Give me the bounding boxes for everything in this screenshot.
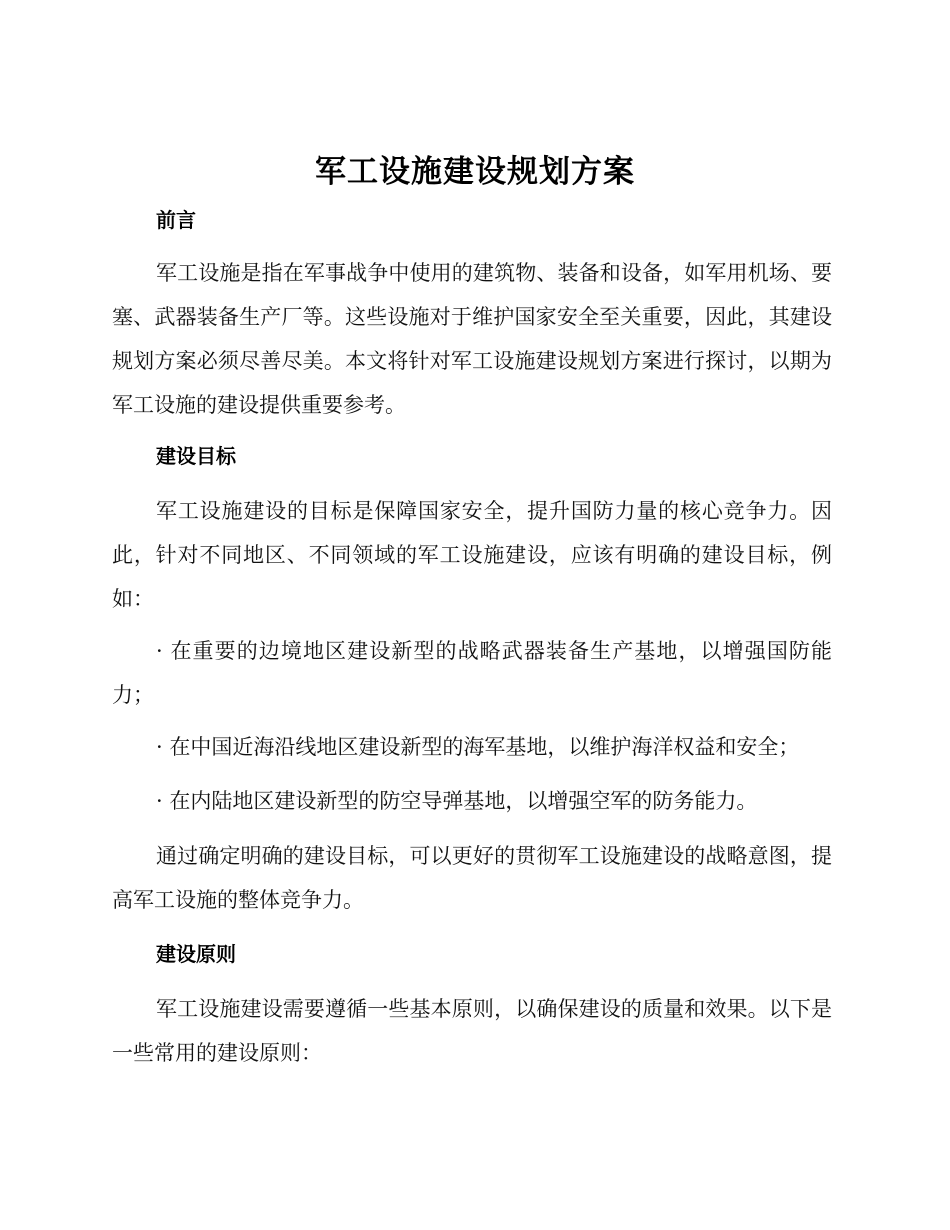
section-heading-goals: 建设目标 xyxy=(156,444,236,468)
paragraph-goals-summary: 通过确定明确的建设目标，可以更好的贯彻军工设施建设的战略意图，提高军工设施的整体竞争力。 xyxy=(112,844,832,912)
paragraph-principles-intro: 军工设施建设需要遵循一些基本原则，以确保建设的质量和效果。以下是一些常用的建设原则： xyxy=(112,997,832,1065)
paragraph-preface: 军工设施是指在军事战争中使用的建筑物、装备和设备，如军用机场、要塞、武器装备生产厂等。这些设施对于维护国家安全至关重要，因此，其建设规划方案必须尽善尽美。本文将针对军工设施建设规划方案进行探讨，以期为军工设施的建设提供重要参考。 xyxy=(112,261,832,417)
paragraph-goals-intro: 军工设施建设的目标是保障国家安全，提升国防力量的核心竞争力。因此，针对不同地区、不同领域的军工设施建设，应该有明确的建设目标，例如： xyxy=(112,499,832,611)
bullet-item-air-defense-base: · 在内陆地区建设新型的防空导弹基地，以增强空军的防务能力。 xyxy=(156,789,758,813)
document-title: 军工设施建设规划方案 xyxy=(315,154,635,190)
bullet-item-naval-base: · 在中国近海沿线地区建设新型的海军基地，以维护海洋权益和安全； xyxy=(156,735,800,759)
section-heading-principles: 建设原则 xyxy=(156,942,236,966)
bullet-item-border-base: · 在重要的边境地区建设新型的战略武器装备生产基地，以增强国防能力； xyxy=(112,639,832,707)
section-heading-preface: 前言 xyxy=(156,208,196,232)
